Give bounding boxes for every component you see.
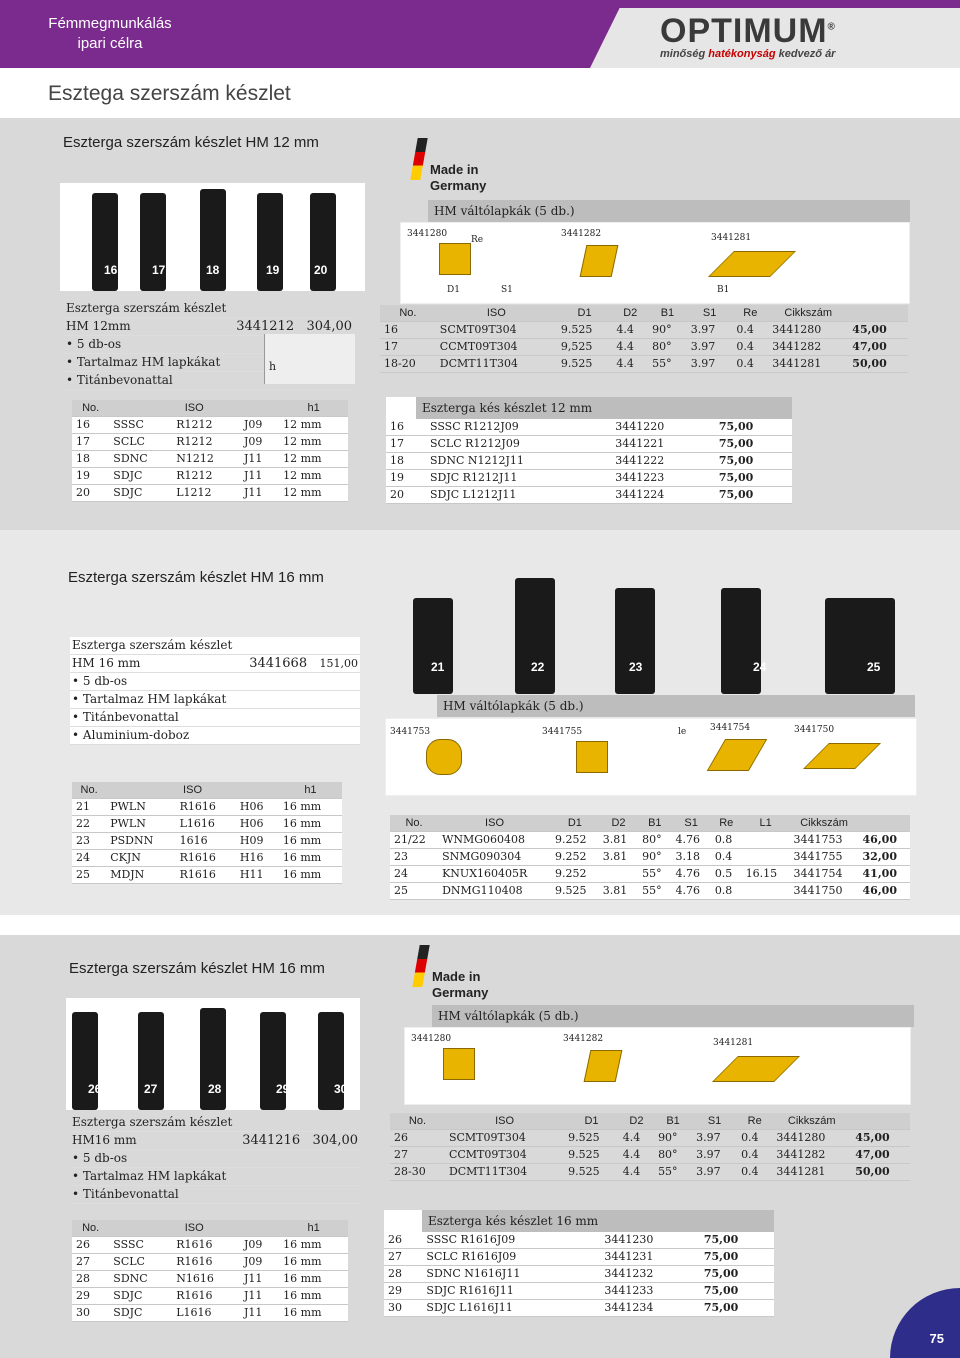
table-row: 27 CCMT09T304 9.525 4.4 80° 3.97 0.4 3441282 47,00 [390, 1147, 910, 1164]
th: Re [732, 305, 768, 322]
table-row: 18 SDNC N1212J11 3441222 75,00 [386, 453, 792, 470]
kit-feature: • 5 db-os [70, 673, 239, 691]
knife-table-2 [384, 1210, 774, 1317]
dim-label: B1 [717, 285, 730, 295]
th: No. [72, 400, 109, 417]
table-row: 26 SSSC R1616J09 3441230 75,00 [384, 1232, 774, 1249]
holder-image [515, 578, 555, 694]
table-row: 17 SCLC R1212 J09 12 mm [72, 434, 348, 451]
parallelogram-insert-icon [707, 739, 767, 771]
inserts-title-1: HM váltólapkák (5 db.) [428, 200, 910, 222]
kit-code-price: 3441212 304,00 [229, 318, 354, 336]
insert-code: 3441753 [390, 727, 431, 737]
holder-number: 28 [208, 1082, 222, 1096]
kit-name-2: HM16 mm [70, 1132, 235, 1150]
th: S1 [687, 305, 733, 322]
th: h1 [279, 1220, 348, 1237]
holder-number: 29 [276, 1082, 290, 1096]
profile-drawing: h [264, 334, 355, 384]
square-insert-icon [576, 741, 608, 773]
kit-name: Eszterga szerszám készlet [64, 300, 354, 318]
holder-number: 16 [104, 263, 118, 277]
holder-number: 17 [152, 263, 166, 277]
holder-table-3 [72, 1220, 348, 1322]
insert-code: 3441280 [407, 229, 448, 239]
th: B1 [638, 815, 671, 832]
th: D1 [564, 1113, 619, 1130]
th: ISO [438, 815, 551, 832]
table-row: 28 SDNC N1616J11 3441232 75,00 [384, 1266, 774, 1283]
th: S1 [692, 1113, 737, 1130]
th: No. [390, 815, 438, 832]
knife-table-1 [386, 397, 792, 504]
th: D2 [619, 1113, 654, 1130]
th: No. [72, 1220, 109, 1237]
table-row: 19 SDJC R1212J11 3441223 75,00 [386, 470, 792, 487]
th: Cikkszám [768, 305, 848, 322]
insert-code: 3441282 [561, 229, 602, 239]
square-insert-icon [443, 1048, 475, 1080]
holder-photo-3 [66, 998, 360, 1110]
table-row: 16 SSSC R1212J09 3441220 75,00 [386, 419, 792, 436]
kit-name-2: HM 16 mm [70, 655, 239, 673]
section-3-title: Eszterga szerszám készlet HM 16 mm [69, 960, 325, 977]
table-row: 21 PWLN R1616 H06 16 mm [72, 799, 342, 816]
table-row: 24 KNUX160405R 9.252 55° 4.76 0.5 16.15 3441754 41,00 [390, 866, 910, 883]
category-label [0, 14, 220, 54]
category-line-1: Fémmegmunkálás [48, 15, 172, 32]
th: D1 [557, 305, 612, 322]
table-row: 28 SDNC N1616 J11 16 mm [72, 1271, 348, 1288]
insert-drawings-1 [400, 222, 910, 304]
kit-feature: • Tartalmaz HM lapkákat [70, 1168, 235, 1186]
th: No. [390, 1113, 445, 1130]
th: ISO [109, 1220, 279, 1237]
table-row: 24 CKJN R1616 H16 16 mm [72, 850, 342, 867]
insert-code: 3441280 [411, 1034, 452, 1044]
dim-label: D1 [447, 285, 460, 295]
table-row: 20 SDJC L1212J11 3441224 75,00 [386, 487, 792, 504]
th: Cikkszám [772, 1113, 851, 1130]
holder-photo-1 [60, 183, 365, 291]
holder-number: 26 [88, 1082, 102, 1096]
insert-table-2 [390, 815, 910, 900]
table-row: 16 SSSC R1212 J09 12 mm [72, 417, 348, 434]
kit-name: Eszterga szerszám készlet [70, 1114, 360, 1132]
kit-name-2: HM 12mm [64, 318, 229, 336]
table-row: 16 SCMT09T304 9.525 4.4 90° 3.97 0.4 3441280 45,00 [380, 322, 908, 339]
th: Cikkszám [790, 815, 859, 832]
page-number: 75 [929, 1331, 944, 1346]
th: Re [711, 815, 742, 832]
table-row: 26 SSSC R1616 J09 16 mm [72, 1237, 348, 1254]
section-1-title: Eszterga szerszám készlet HM 12 mm [63, 134, 319, 151]
table-row: 25 MDJN R1616 H11 16 mm [72, 867, 342, 884]
knife-table-title: Eszterga kés készlet 12 mm [416, 397, 792, 419]
th: S1 [671, 815, 710, 832]
table-row: 27 SCLC R1616J09 3441231 75,00 [384, 1249, 774, 1266]
th: ISO [445, 1113, 564, 1130]
table-row: 17 CCMT09T304 9,525 4.4 80° 3.97 0.4 3441282 47,00 [380, 339, 908, 356]
insert-code: 3441281 [711, 233, 752, 243]
holder-photo-2 [385, 568, 915, 694]
th: ISO [436, 305, 557, 322]
table-row: 29 SDJC R1616J11 3441233 75,00 [384, 1283, 774, 1300]
holder-image [721, 588, 761, 694]
table-row: 19 SDJC R1212 J11 12 mm [72, 468, 348, 485]
kit-feature: • Titánbevonattal [70, 709, 239, 727]
holder-number: 27 [144, 1082, 158, 1096]
kit-box-1 [64, 300, 354, 390]
rhombic-insert-icon [584, 1050, 623, 1082]
table-row: 21/22 WNMG060408 9.252 3.81 80° 4.76 0.8 3441753 46,00 [390, 832, 910, 849]
holder-number: 30 [334, 1082, 348, 1096]
kit-code-price: 3441216 304,00 [235, 1132, 360, 1150]
kit-name: Eszterga szerszám készlet [70, 637, 360, 655]
kit-feature: • Aluminium-doboz [70, 727, 239, 745]
table-row: 27 SCLC R1616 J09 16 mm [72, 1254, 348, 1271]
insert-table-1 [380, 305, 908, 373]
th: D2 [612, 305, 648, 322]
th: ISO [109, 400, 279, 417]
holder-number: 25 [867, 660, 881, 674]
kit-box-2 [70, 637, 360, 745]
insert-drawings-3 [404, 1027, 911, 1105]
holder-image [615, 588, 655, 694]
knife-table-title: Eszterga kés készlet 16 mm [422, 1210, 774, 1232]
dim-label: le [678, 727, 687, 737]
kit-feature: • Tartalmaz HM lapkákat [70, 691, 239, 709]
table-row: 20 SDJC L1212 J11 12 mm [72, 485, 348, 502]
table-row: 18-20 DCMT11T304 9.525 4.4 55° 3.97 0.4 3441281 50,00 [380, 356, 908, 373]
kit-feature: • Titánbevonattal [64, 372, 229, 390]
table-row: 28-30 DCMT11T304 9.525 4.4 55° 3.97 0.4 3441281 50,00 [390, 1164, 910, 1181]
table-row: 26 SCMT09T304 9.525 4.4 90° 3.97 0.4 3441280 45,00 [390, 1130, 910, 1147]
table-row: 17 SCLC R1212J09 3441221 75,00 [386, 436, 792, 453]
diamond-insert-icon [803, 743, 881, 769]
brand-logo: OPTIMUM® [660, 12, 836, 50]
th: B1 [648, 305, 687, 322]
insert-drawings-2 [385, 718, 917, 796]
kit-feature: • Tartalmaz HM lapkákat [64, 354, 229, 372]
table-row: 23 SNMG090304 9.252 3.81 90° 3.18 0.4 3441755 32,00 [390, 849, 910, 866]
holder-number: 23 [629, 660, 643, 674]
insert-code: 3441282 [563, 1034, 604, 1044]
kit-feature: • Titánbevonattal [70, 1186, 235, 1204]
rhombic-insert-icon [580, 245, 619, 277]
holder-image [825, 598, 895, 694]
holder-number: 22 [531, 660, 545, 674]
holder-number: 21 [431, 660, 445, 674]
inserts-title-3: HM váltólapkák (5 db.) [432, 1005, 914, 1027]
table-row: 29 SDJC R1616 J11 16 mm [72, 1288, 348, 1305]
table-row: 23 PSDNN 1616 H09 16 mm [72, 833, 342, 850]
th: L1 [742, 815, 790, 832]
category-line-2: ipari célra [77, 35, 143, 52]
kit-feature: • 5 db-os [70, 1150, 235, 1168]
holder-table-2 [72, 782, 342, 884]
inserts-title-2: HM váltólapkák (5 db.) [437, 695, 915, 717]
trigon-insert-icon [426, 739, 462, 775]
square-insert-icon [439, 243, 471, 275]
insert-code: 3441281 [713, 1038, 754, 1048]
th: h1 [279, 400, 348, 417]
table-row: 25 DNMG110408 9.525 3.81 55° 4.76 0.8 3441750 46,00 [390, 883, 910, 900]
th: Re [737, 1113, 772, 1130]
th: ISO [106, 782, 279, 799]
holder-number: 18 [206, 263, 220, 277]
holder-image [413, 598, 453, 694]
holder-number: 20 [314, 263, 328, 277]
kit-feature: • 5 db-os [64, 336, 229, 354]
th: D1 [551, 815, 599, 832]
brand-tagline: minőség hatékonyság kedvező ár [660, 48, 836, 60]
insert-code: 3441754 [710, 723, 751, 733]
diamond-insert-icon [712, 1056, 800, 1082]
th: No. [72, 782, 106, 799]
table-row: 30 SDJC L1616 J11 16 mm [72, 1305, 348, 1322]
th: B1 [654, 1113, 692, 1130]
table-row: 18 SDNC N1212 J11 12 mm [72, 451, 348, 468]
kit-code-price: 3441668 151,00 [239, 655, 360, 673]
th: No. [380, 305, 436, 322]
holder-number: 19 [266, 263, 280, 277]
insert-table-3 [390, 1113, 910, 1181]
diamond-insert-icon [708, 251, 796, 277]
holder-number: 24 [753, 660, 767, 674]
holder-table-1 [72, 400, 348, 502]
th: D2 [599, 815, 638, 832]
insert-code: 3441755 [542, 727, 583, 737]
dim-label: Re [471, 235, 484, 245]
dim-label: S1 [501, 285, 513, 295]
section-2-title: Eszterga szerszám készlet HM 16 mm [68, 569, 324, 586]
insert-code: 3441750 [794, 725, 835, 735]
table-row: 22 PWLN L1616 H06 16 mm [72, 816, 342, 833]
th: h1 [279, 782, 342, 799]
table-row: 30 SDJC L1616J11 3441234 75,00 [384, 1300, 774, 1317]
kit-box-3 [70, 1114, 360, 1204]
page-title: Esztega szerszám készlet [48, 82, 291, 105]
